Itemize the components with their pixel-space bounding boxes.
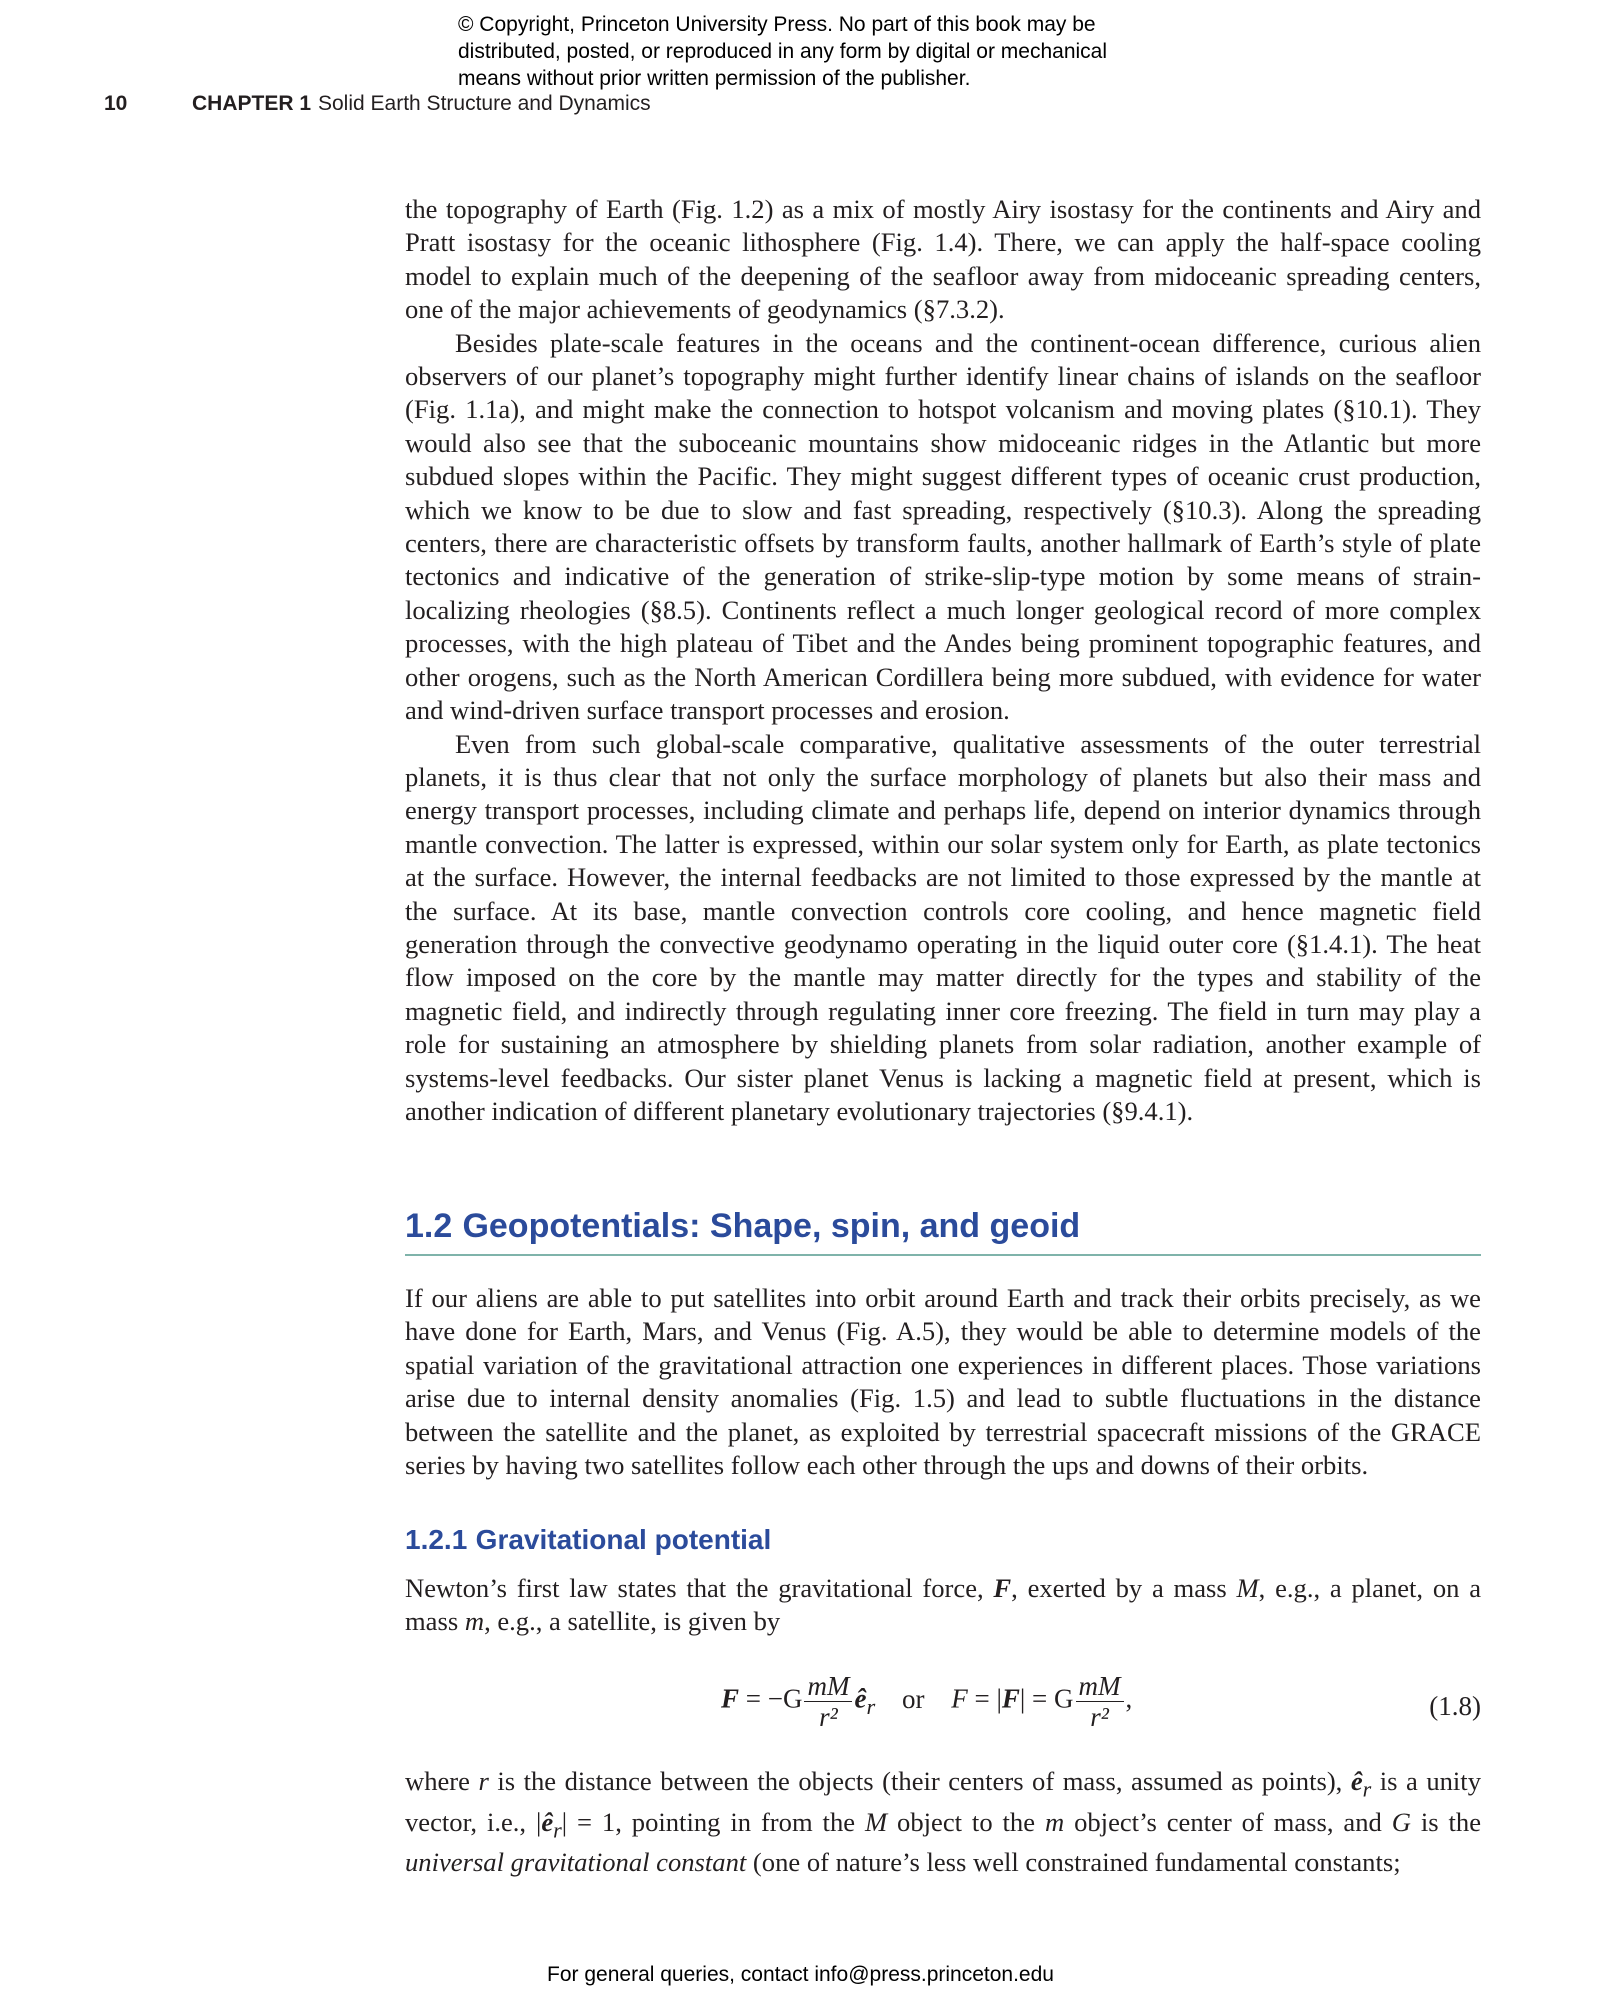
copyright-notice (458, 11, 1218, 92)
math-symbol: F (993, 1573, 1012, 1603)
paragraph: Besides plate-scale features in the oceans and the continent-ocean difference, curious alien observers of our planet’s topography might further identify linear chains of islands on the seafloor (Fig. 1.1a), and might make the connection to hotspot volcanism and moving plates (§10.1). They would also see that the suboceanic mountains show midoceanic ridges in the Atlantic but more subdued slopes within the Pacific. They might suggest different types of oceanic crust production, which we know to be due to slow and fast spreading, respectively (§10.3). Along the spreading centers, there are characteristic offsets by transform faults, another hallmark of Earth’s style of plate tectonics and indicative of the generation of strike-slip-type motion by some means of strain-localizing rheologies (§8.5). Continents reflect a much longer geological record of more complex processes, with the high plateau of Tibet and the Andes being prominent topographic features, and other orogens, such as the North American Cordillera being more subdued, with evidence for water and wind-driven surface transport processes and erosion. (405, 327, 1481, 726)
math-symbol: F (951, 1683, 968, 1714)
section-body (405, 1282, 1481, 1482)
math-symbol: m (1044, 1806, 1065, 1837)
math-text: or (901, 1683, 925, 1714)
equation-number: (1.8) (1429, 1691, 1481, 1721)
subsection-number: 1.2.1 (405, 1524, 468, 1555)
numerator: mM (1076, 1671, 1124, 1702)
text-run: , e.g., a satellite, is given by (484, 1606, 781, 1637)
math-text: | = G (1019, 1683, 1074, 1714)
math-symbol: G (1391, 1806, 1411, 1837)
section-title: Geopotentials: Shape, spin, and geoid (462, 1207, 1081, 1245)
math-text: , (1125, 1683, 1133, 1714)
denominator: r² (819, 1702, 838, 1732)
text-run: | = 1, pointing in from the (561, 1806, 865, 1837)
math-subscript: r (866, 1694, 876, 1720)
body-text (405, 193, 1481, 1128)
emphasized-term: universal gravitational constant (405, 1847, 747, 1878)
page-number: 10 (104, 92, 128, 115)
math-symbol: ê (541, 1806, 554, 1837)
paragraph (405, 1765, 1481, 1880)
text-run: , e.g., a planet, on a mass (405, 1573, 1482, 1637)
denominator: r² (1090, 1702, 1109, 1732)
text-run: object to the (887, 1806, 1045, 1837)
paragraph: Even from such global-scale comparative, qualitative assessments of the outer terrestrial planets, it is thus clear that not only the surface morphology of planets but also their mass and energy transport processes, including climate and perhaps life, depend on interior dynamics through mantle convection. The latter is expressed, within our solar system only for Earth, as plate tectonics at the surface. However, the internal feedbacks are not limited to those expressed by the mantle at the surface. At its base, mantle convection controls core cooling, and hence magnetic field generation through the convective geodynamo operating in the liquid outer core (§1.4.1). The heat flow imposed on the core by the mantle may matter directly for the types and stability of the magnetic field, and indirectly through regulating inner core freezing. The field in turn may play a role for sustaining an atmosphere by shielding planets from solar radiation, another example of systems-level feedbacks. Our sister planet Venus is lacking a magnetic field at present, which is another indication of different planetary evolutionary trajectories (§9.4.1). (405, 728, 1481, 1126)
text-run: is the (1410, 1806, 1482, 1837)
footer-contact: For general queries, contact info@press.princeton.edu (547, 1963, 1054, 1986)
equation-body (721, 1671, 1132, 1732)
chapter-label: CHAPTER 1 (192, 92, 312, 115)
text-run: where (405, 1766, 479, 1796)
text-run: is a unity vector, i.e., | (405, 1766, 1481, 1837)
math-symbol: F (1001, 1683, 1020, 1714)
section-heading (405, 1207, 1481, 1256)
text-run: is the distance between the objects (their centers of mass, assumed as points), (488, 1766, 1351, 1796)
math-subscript: r (1362, 1776, 1372, 1802)
text-run: (one of nature’s less well constrained fundamental constants; (746, 1847, 1401, 1878)
copyright-line: distributed, posted, or reproduced in any form by digital or mechanical (458, 40, 1108, 63)
math-symbol: r (478, 1766, 489, 1796)
math-symbol: ê (854, 1683, 867, 1714)
paragraph: the topography of Earth (Fig. 1.2) as a mix of mostly Airy isostasy for the continents and Airy and Pratt isostasy for the oceanic lithosphere (Fig. 1.4). There, we can apply the half-space cooling model to explain much of the deepening of the seafloor away from midoceanic spreading centers, one of the major achievements of geodynamics (§7.3.2). (405, 194, 1481, 325)
after-equation-text (405, 1765, 1481, 1880)
subsection-heading (405, 1524, 780, 1556)
math-subscript: r (553, 1817, 562, 1843)
copyright-line: © Copyright, Princeton University Press. No part of this book may be (458, 13, 1096, 36)
math-text: = | (967, 1683, 1002, 1714)
fraction (804, 1671, 852, 1732)
math-symbol: m (464, 1606, 485, 1637)
paragraph (405, 1572, 1481, 1639)
text-run: Newton’s first law states that the gravitational force, (405, 1573, 994, 1603)
text-run: , exerted by a mass (1011, 1573, 1237, 1603)
subsection-title: Gravitational potential (475, 1524, 772, 1555)
math-symbol: M (1236, 1573, 1259, 1603)
math-symbol: M (864, 1806, 888, 1837)
math-text: = −G (739, 1683, 803, 1714)
equation-1-8 (405, 1665, 1481, 1745)
numerator: mM (804, 1671, 852, 1702)
section-number: 1.2 (405, 1207, 453, 1245)
subsection-body (405, 1572, 1481, 1639)
copyright-line: means without prior written permission of the publisher. (458, 67, 971, 90)
chapter-title: Solid Earth Structure and Dynamics (318, 92, 651, 115)
math-symbol: F (721, 1683, 740, 1714)
text-run: object’s center of mass, and (1064, 1806, 1392, 1837)
fraction (1076, 1671, 1124, 1732)
running-head (0, 92, 1601, 122)
paragraph: If our aliens are able to put satellites into orbit around Earth and track their orbits precisely, as we have done for Earth, Mars, and Venus (Fig. A.5), they would be able to determine models of the spatial variation of the gravitational attraction one experiences in different places. Those variations arise due to internal density anomalies (Fig. 1.5) and lead to subtle fluctuations in the distance between the satellite and the planet, as exploited by terrestrial spacecraft missions of the GRACE series by having two satellites follow each other through the ups and downs of their orbits. (405, 1283, 1481, 1481)
math-symbol: ê (1350, 1766, 1363, 1796)
